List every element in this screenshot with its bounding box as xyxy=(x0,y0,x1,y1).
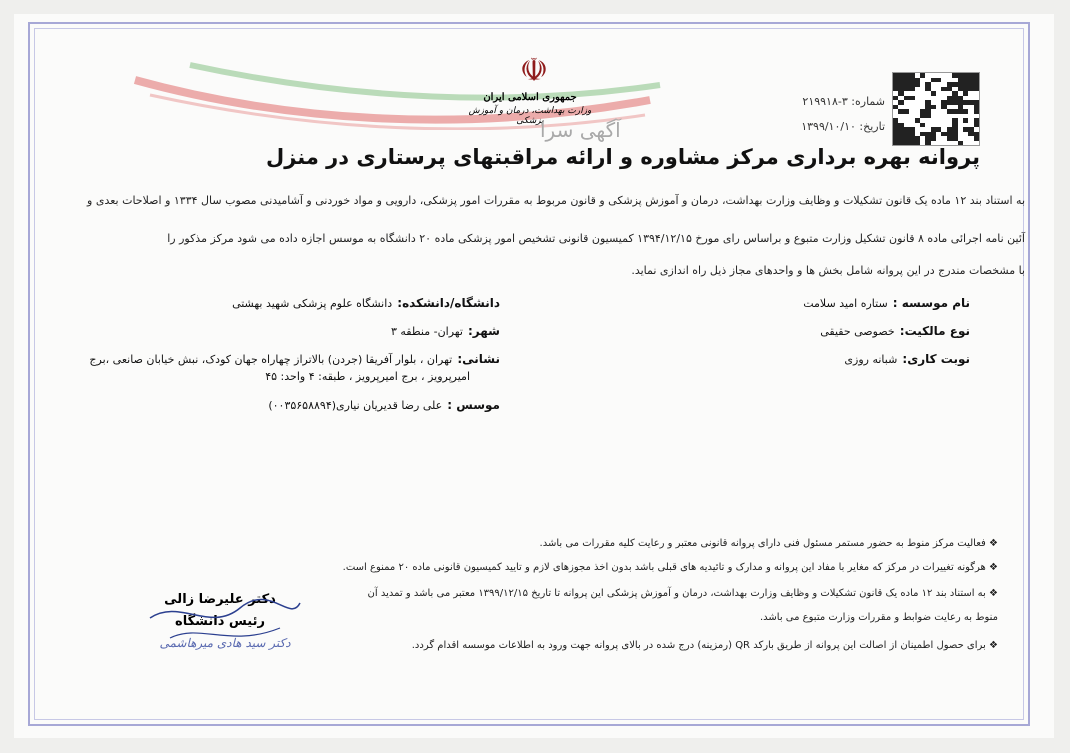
note-continuation: منوط به رعایت ضوابط و مقررات وزارت متبوع می باشد. xyxy=(759,612,998,623)
intro-line-1: به استناد بند ۱۲ ماده یک قانون تشکیلات و وظایف وزارت بهداشت، درمان و آموزش پزشکی و قانون مربوط به مقررات امور پزشکی، دارویی و مواد خوردنی و آشامیدنی مصوب سال ۱۳۳۴ و اصلاحات بعدی و xyxy=(87,194,1025,207)
field-value: ستاره امید سلامت xyxy=(803,297,888,310)
date-value: ۱۳۹۹/۱۰/۱۰ xyxy=(801,120,856,133)
note-text: فعالیت مرکز منوط به حضور مستمر مسئول فنی دارای پروانه قانونی معتبر و رعایت کلیه مقررات می باشد. xyxy=(539,538,986,549)
watermark-text: آگهی سرا xyxy=(540,118,621,142)
bullet-icon: ❖ xyxy=(985,640,998,651)
bullet-icon: ❖ xyxy=(985,588,998,599)
field-label: موسس : xyxy=(447,398,500,412)
signatory-name: دکتر علیرضا زالی xyxy=(164,592,276,607)
note-item xyxy=(98,538,998,549)
field-label: نشانی: xyxy=(457,352,500,366)
qr-code-icon[interactable] xyxy=(892,72,980,146)
handwritten-signature: دکتر سید هادی میرهاشمی xyxy=(159,636,291,650)
note-text: هرگونه تغییرات در مرکز که مغایر با مفاد این پروانه و مدارک و تائیدیه های قبلی باشد بدون اخذ مجوزهای لازم و تایید کمیسیون قانونی ماده ۲۰ ممنوع است. xyxy=(342,562,986,573)
certificate-date xyxy=(790,120,885,133)
field-value: دانشگاه علوم پزشکی شهید بهشتی xyxy=(232,297,393,310)
bullet-icon: ❖ xyxy=(985,538,998,549)
ministry-name: وزارت بهداشت، درمان و آموزش پزشکی xyxy=(468,106,592,126)
field-label: نام موسسه : xyxy=(892,296,970,310)
number-value: ۳-۲۱۹۹۱۸ xyxy=(802,95,848,108)
address-line-2: امیرپرویز ، برج امیرپرویز ، طبقه: ۴ واحد: ۴۵ xyxy=(265,370,470,383)
intro-line-2: آئین نامه اجرائی ماده ۸ قانون تشکیل وزارت متبوع و براساس رای مورخ ۱۳۹۴/۱۲/۱۵ کمیسیون قانونی تشخیص امور پزشکی ماده ۲۰ دانشگاه به موسس اجازه داده می شود مرکز مذکور را xyxy=(167,232,1025,245)
field-value: علی رضا قدیریان نیاری(۰۰۳۵۶۵۸۸۹۴) xyxy=(268,399,443,412)
date-label: تاریخ: xyxy=(859,120,885,133)
note-text: به استناد بند ۱۲ ماده یک قانون تشکیلات و وظایف وزارت بهداشت، درمان و آموزش پزشکی این پروانه تا تاریخ ۱۳۹۹/۱۲/۱۵ معتبر می باشد و تمدید آن xyxy=(367,588,986,599)
field-shift xyxy=(760,348,970,367)
field-city xyxy=(200,320,500,339)
certificate-number xyxy=(790,95,885,108)
field-label: دانشگاه/دانشکده: xyxy=(397,296,500,310)
field-address xyxy=(80,348,500,367)
field-university xyxy=(200,292,500,311)
signatory-role: رئیس دانشگاه xyxy=(175,614,265,629)
field-label: نوبت کاری: xyxy=(902,352,970,366)
number-label: شماره: xyxy=(851,95,885,108)
field-value: تهران ، بلوار آفریقا (جردن) بالاتراز چهاراه جهان کودک، نبش خیابان صانعی ،برج xyxy=(89,353,453,366)
intro-line-3: با مشخصات مندرج در این پروانه شامل بخش ها و واحدهای مجاز ذیل راه اندازی نماید. xyxy=(631,264,1025,277)
field-label: نوع مالکیت: xyxy=(899,324,970,338)
field-value: تهران- منطقه ۳ xyxy=(390,325,463,338)
bullet-icon: ❖ xyxy=(985,562,998,573)
field-ownership xyxy=(760,320,970,339)
signature-scribble xyxy=(140,588,310,663)
iran-emblem-icon: ☫ xyxy=(519,51,549,89)
emblem-title: جمهوری اسلامی ایران xyxy=(483,92,577,103)
field-founder xyxy=(200,394,500,413)
field-label: شهر: xyxy=(468,324,500,338)
note-text: برای حصول اطمینان از اصالت این پروانه از طریق بارکد QR (رمزینه) درج شده در بالای پروانه جهت ورود به اطلاعات موسسه اقدام گردد. xyxy=(411,640,986,651)
field-value: خصوصی حقیقی xyxy=(820,325,895,338)
field-institute xyxy=(760,292,970,311)
field-value: شبانه روزی xyxy=(844,353,898,366)
note-item xyxy=(98,562,998,573)
page-title: پروانه بهره برداری مرکز مشاوره و ارائه مراقبتهای پرستاری در منزل xyxy=(266,145,980,169)
